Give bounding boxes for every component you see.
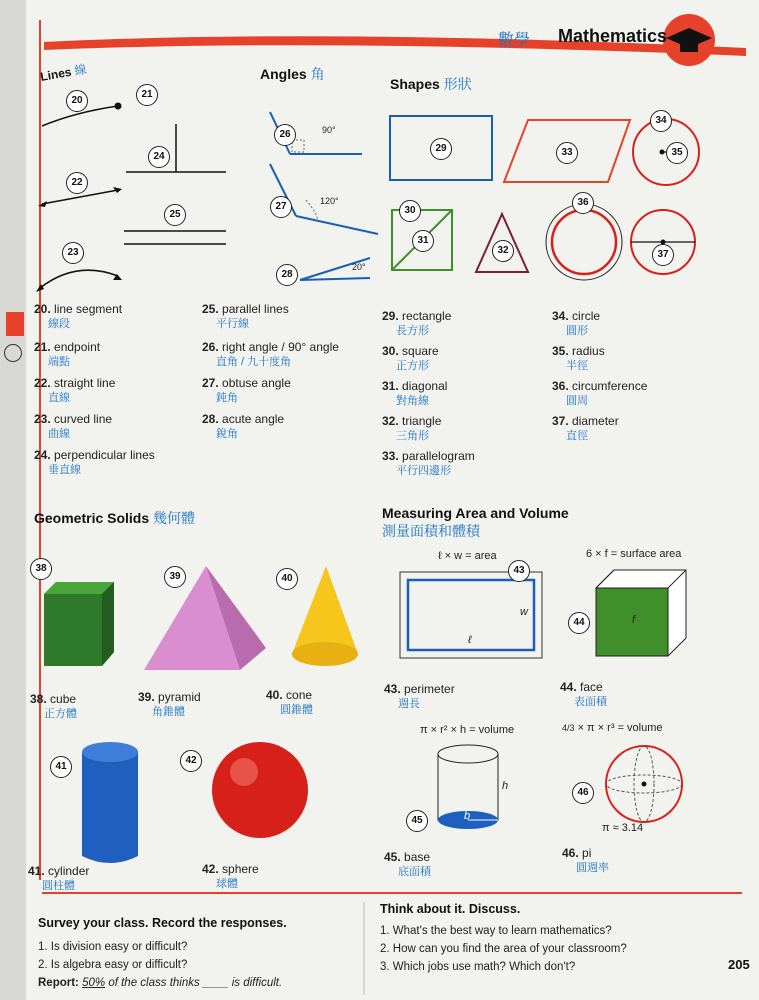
item-30: 30. square 正方形: [382, 344, 439, 372]
item-37: 37. diameter 直徑: [552, 414, 619, 442]
item-38: 38. cube 正方體: [30, 692, 77, 720]
item-31: 31. diagonal 對角線: [382, 379, 448, 407]
survey-q2: 2. Is algebra easy or difficult?: [38, 959, 188, 971]
item-41: 41. cylinder 圓柱體: [28, 864, 90, 892]
badge-24: 24: [148, 146, 170, 168]
badge-45: 45: [406, 810, 428, 832]
badge-31: 31: [412, 230, 434, 252]
curved-line: [40, 270, 118, 288]
item-22: 22. straight line 直線: [34, 376, 116, 404]
item-24: 24. perpendicular lines 垂直線: [34, 448, 155, 476]
page-number: 205: [728, 957, 750, 972]
textbook-page: [26, 0, 759, 1000]
var-b: b: [464, 810, 471, 822]
item-29: 29. rectangle 長方形: [382, 309, 452, 337]
formula-surface: 6 × f = surface area: [586, 548, 682, 560]
item-45: 45. base 底面積: [384, 850, 431, 878]
survey-report: Report: 50% of the class thinks ____ is difficult.: [38, 977, 283, 989]
badge-29: 29: [430, 138, 452, 160]
item-42: 42. sphere 球體: [202, 862, 259, 890]
discuss-q2: 2. How can you find the area of your classroom?: [380, 943, 627, 955]
section-shapes: Shapes 形狀: [390, 76, 472, 92]
item-44: 44. face 表面積: [560, 680, 607, 708]
badge-28: 28: [276, 264, 298, 286]
item-34: 34. circle 圓形: [552, 309, 601, 337]
cylinder-solid: [82, 752, 138, 863]
obtuse-angle-arm2: [296, 216, 378, 234]
section-angles: Angles 角: [260, 66, 325, 82]
discuss-title: Think about it. Discuss.: [380, 902, 521, 916]
badge-40: 40: [276, 568, 298, 590]
badge-43: 43: [508, 560, 530, 582]
item-20: 20. line segment 線段: [34, 302, 123, 330]
badge-22: 22: [66, 172, 88, 194]
var-f: f: [632, 614, 636, 626]
formula-cylinder: π × r² × h = volume: [420, 724, 515, 736]
badge-21: 21: [136, 84, 158, 106]
sphere-solid: [212, 742, 308, 838]
survey-title: Survey your class. Record the responses.: [38, 916, 287, 930]
item-40: 40. cone 圓錐體: [266, 688, 313, 716]
section-measuring: Measuring Area and Volume 測量面積和體積: [382, 505, 569, 539]
discuss-q1: 1. What's the best way to learn mathematics?: [380, 925, 612, 937]
item-39: 39. pyramid 角錐體: [138, 690, 201, 718]
item-27: 27. obtuse angle 鈍角: [202, 376, 291, 404]
var-w: w: [520, 606, 528, 618]
badge-25: 25: [164, 204, 186, 226]
item-25: 25. parallel lines 平行線: [202, 302, 289, 330]
item-26: 26. right angle / 90° angle 直角 / 九十度角: [202, 340, 339, 368]
badge-41: 41: [50, 756, 72, 778]
endpoint-dot: [115, 103, 122, 110]
item-21: 21. endpoint 端點: [34, 340, 101, 368]
survey-q1: 1. Is division easy or difficult?: [38, 941, 188, 953]
section-lines: Lines 線: [39, 62, 88, 84]
item-33: 33. parallelogram 平行四邊形: [382, 449, 475, 477]
circumference-outer: [546, 204, 622, 280]
badge-26: 26: [274, 124, 296, 146]
angle-label-120: 120°: [320, 196, 339, 206]
badge-39: 39: [164, 566, 186, 588]
discuss-q3: 3. Which jobs use math? Which don't?: [380, 961, 576, 973]
formula-area: ℓ × w = area: [438, 550, 497, 562]
angle-label-20: 20°: [352, 262, 366, 272]
badge-27: 27: [270, 196, 292, 218]
page-tab-marker: [6, 312, 24, 336]
badge-33: 33: [556, 142, 578, 164]
badge-44: 44: [568, 612, 590, 634]
item-46: 46. pi 圓週率: [562, 846, 609, 874]
badge-46: 46: [572, 782, 594, 804]
badge-20: 20: [66, 90, 88, 112]
adjacent-page-edge: [0, 0, 27, 1000]
badge-23: 23: [62, 242, 84, 264]
angle-label-90: 90°: [322, 125, 336, 135]
badge-37: 37: [652, 244, 674, 266]
badge-42: 42: [180, 750, 202, 772]
item-35: 35. radius 半徑: [552, 344, 605, 372]
badge-38: 38: [30, 558, 52, 580]
badge-35: 35: [666, 142, 688, 164]
badge-32: 32: [492, 240, 514, 262]
badge-34: 34: [650, 110, 672, 132]
page-tab-circle: [4, 344, 22, 362]
section-geometric-solids: Geometric Solids 幾何體: [34, 510, 196, 526]
item-32: 32. triangle 三角形: [382, 414, 442, 442]
circumference-circle: [552, 210, 616, 274]
header-title-en: Mathematics: [558, 26, 668, 46]
item-23: 23. curved line 曲線: [34, 412, 113, 440]
formula-sphere: 4/3 × π × r³ = volume: [562, 722, 663, 734]
badge-30: 30: [399, 200, 421, 222]
item-28: 28. acute angle 銳角: [202, 412, 285, 440]
acute-angle-arm2: [300, 278, 370, 280]
formula-pi: π ≈ 3.14: [602, 822, 644, 834]
badge-36: 36: [572, 192, 594, 214]
var-l: ℓ: [468, 634, 472, 646]
item-36: 36. circumference 圓周: [552, 379, 648, 407]
var-h: h: [502, 780, 509, 792]
header-title-zh: 數學: [498, 32, 531, 49]
item-43: 43. perimeter 週長: [384, 682, 455, 710]
